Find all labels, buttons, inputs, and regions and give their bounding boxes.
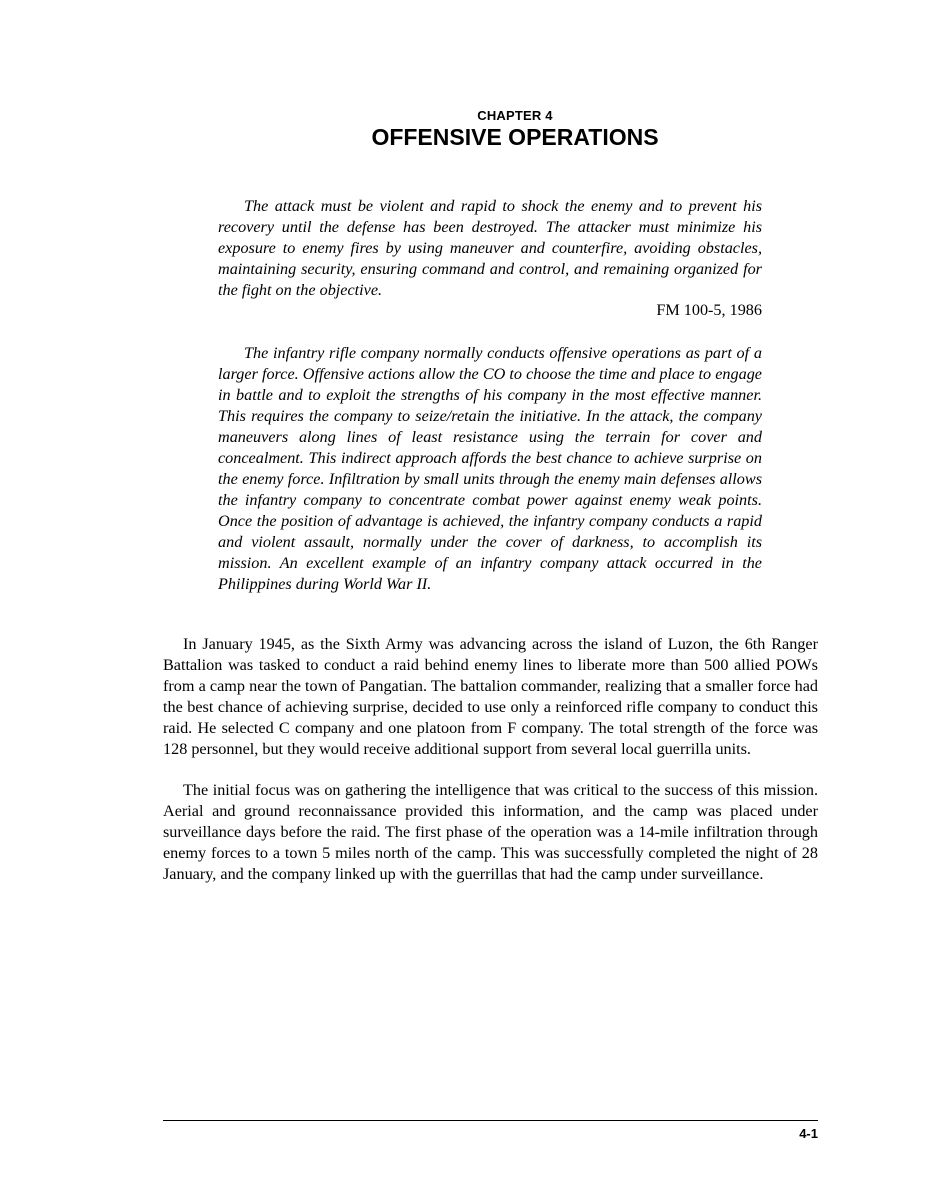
page-number: 4-1 [799, 1126, 818, 1141]
epigraph-quote: The attack must be violent and rapid to shock the enemy and to prevent his recovery until the defense has been destroyed. The attacker must minimize his exposure to enemy fires by using maneuver and counterfire, avoiding obstacles, maintaining security, ensuring command and control, and remaining organized for the fight on the objective. [218, 197, 762, 299]
footer-rule [163, 1120, 818, 1121]
intro-paragraph: The infantry rifle company normally conducts offensive operations as part of a larger force. Offensive actions allow the CO to choose the time and place to engage in battle and to exploit the strengths of his company in the most effective manner. This requires the company to seize/retain the initiative. In the attack, the company maneuvers along lines of least resistance using the terrain for cover and concealment. This indirect approach affords the best chance to achieve surprise on the enemy force. Infiltration by small units through the enemy main defenses allows the infantry company to concentrate combat power against enemy weak points. Once the position of advantage is achieved, the infantry company conducts a rapid and violent assault, normally under the cover of darkness, to accomplish its mission. An excellent example of an infantry company attack occurred in the Philippines during World War II. [218, 344, 762, 593]
chapter-label: CHAPTER 4 [477, 108, 553, 123]
epigraph-attribution: FM 100-5, 1986 [656, 301, 762, 319]
chapter-title: OFFENSIVE OPERATIONS [371, 124, 659, 150]
body-paragraph: The initial focus was on gathering the intelligence that was critical to the success of this mission. Aerial and ground reconnaissance provided this information, and the camp was placed under surveillance days before the raid. The first phase of the operation was a 14-mile infiltration through enemy forces to a town 5 miles north of the camp. This was successfully completed the night of 28 January, and the company linked up with the guerrillas that had the camp under surveillance. [163, 781, 818, 883]
body-paragraph: In January 1945, as the Sixth Army was advancing across the island of Luzon, the 6th Ranger Battalion was tasked to conduct a raid behind enemy lines to liberate more than 500 allied POWs from a camp near the town of Pangatian. The battalion commander, realizing that a smaller force had the best chance of achieving surprise, decided to use only a reinforced rifle company to conduct this raid. He selected C company and one platoon from F company. The total strength of the force was 128 personnel, but they would receive additional support from several local guerrilla units. [163, 635, 818, 758]
